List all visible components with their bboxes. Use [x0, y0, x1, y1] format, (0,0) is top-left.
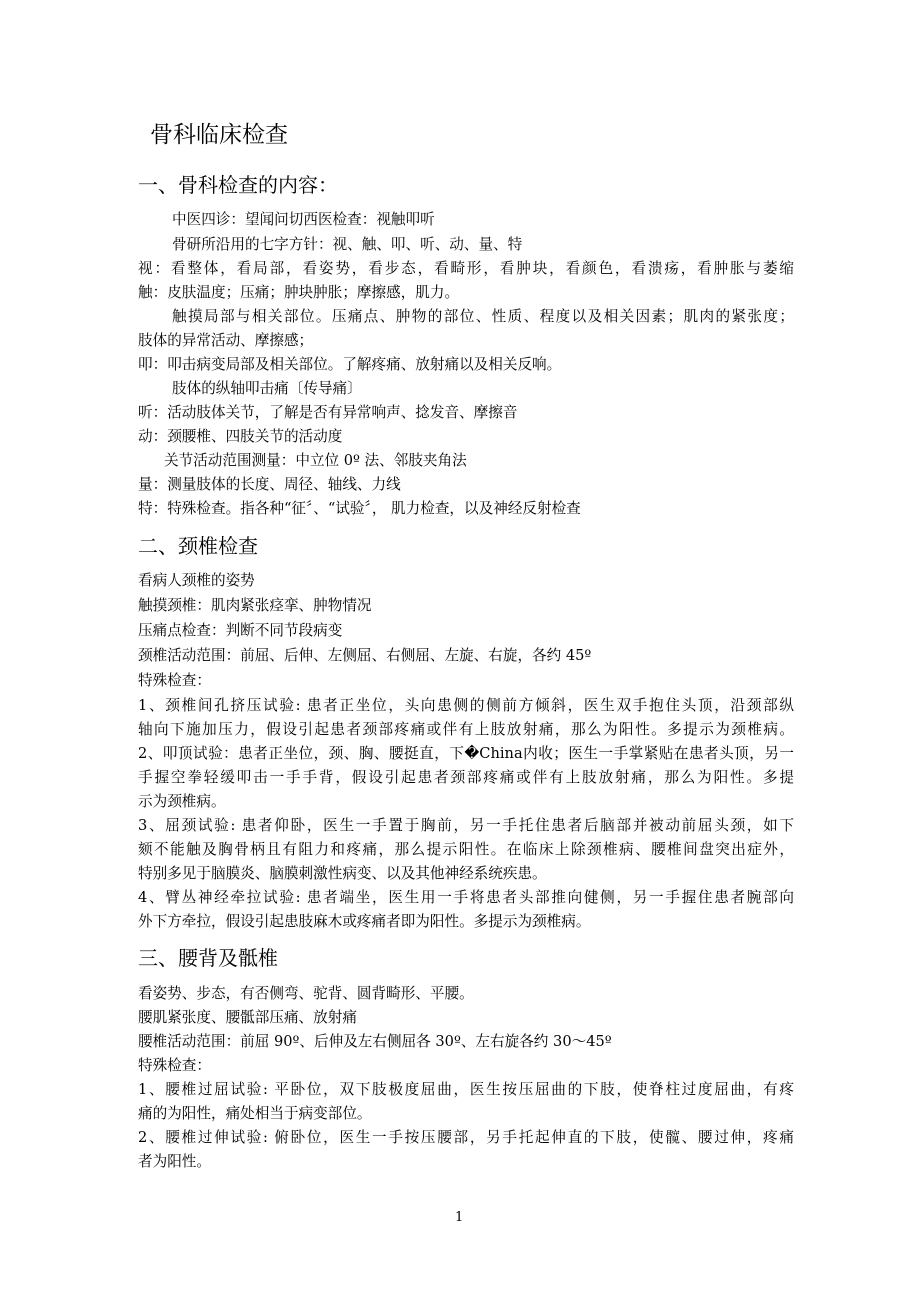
text-line: 叩：叩击病变局部及相关部位。了解疼痛、放射痛以及相关反响。 [138, 356, 562, 373]
text-line: 压痛点检查：判断不同节段病变 [138, 622, 343, 639]
text-line: 者为阳性。 [138, 1153, 211, 1170]
text-line: 关节活动范围测量：中立位 0º 法、邻肢夹角法 [164, 452, 467, 469]
page-title: 骨科临床检查 [150, 122, 288, 148]
text-line: 看病人颈椎的姿势 [138, 572, 255, 589]
text-line: 手握空拳轻缓叩击一手手背，假设引起患者颈部疼痛或伴有上肢放射痛，那么为阳性。多提 [138, 769, 794, 786]
text-line: 1、腰椎过屈试验: 平卧位，双下肢极度屈曲，医生按压屈曲的下肢，使脊柱过度屈曲，有疼 [138, 1081, 794, 1098]
text-line: 视：看整体，看局部，看姿势，看步态，看畸形，看肿块，看颜色，看溃疡，看肿胀与萎缩 [138, 260, 794, 277]
text-line: 肢体的异常活动、摩擦感； [138, 332, 314, 349]
section-heading-1: 一、骨科检查的内容： [138, 173, 338, 197]
text-line: 特：特殊检查。指各种“征〞、“试验〞， 肌力检查，以及神经反射检查 [138, 500, 581, 517]
text-line: 痛的为阳性，痛处相当于病变部位。 [138, 1105, 372, 1122]
text-line: 触摸局部与相关部位。压痛点、肿物的部位、性质、程度以及相关因素；肌肉的紧张度； [172, 308, 794, 325]
text-line: 特别多见于脑膜炎、脑膜刺激性病变、以及其他神经系统疾患。 [138, 865, 547, 882]
text-line: 示为颈椎病。 [138, 793, 226, 810]
text-line: 骨研所沿用的七字方针：视、触、叩、听、动、量、特 [172, 236, 523, 253]
text-line: 中医四诊：望闻问切西医检查：视触叩听 [172, 211, 435, 228]
text-line: 量：测量肢体的长度、周径、轴线、力线 [138, 476, 401, 493]
text-line: 触摸颈椎：肌肉紧张痉挛、肿物情况 [138, 597, 372, 614]
text-line: 颈椎活动范围：前屈、后伸、左侧屈、右侧屈、左旋、右旋，各约 45º [138, 647, 592, 664]
text-line: 触：皮肤温度；压痛；肿块肿胀；摩擦感，肌力。 [138, 284, 460, 301]
section-heading-2: 二、颈椎检查 [138, 534, 258, 558]
section-heading-3: 三、腰背及骶椎 [138, 946, 278, 970]
text-line: 4、臂丛神经牵拉试验: 患者端坐，医生用一手将患者头部推向健侧，另一手握住患者腕部向 [138, 889, 794, 906]
text-line: 轴向下施加压力，假设引起患者颈部疼痛或伴有上肢放射痛，那么为阳性。多提示为颈椎病。 [138, 721, 794, 738]
text-line: 肢体的纵轴叩击痛〔传导痛〕 [172, 380, 362, 397]
text-line: 腰肌紧张度、腰骶部压痛、放射痛 [138, 1009, 357, 1026]
text-line: 听：活动肢体关节，了解是否有异常响声、捻发音、摩擦音 [138, 404, 518, 421]
text-line: 2、叩顶试验：患者正坐位，颈、胸、腰挺直，下�China内收；医生一手掌紧贴在患者头顶，另一 [138, 745, 794, 762]
text-line: 颏不能触及胸骨柄且有阻力和疼痛，那么提示阳性。在临床上除颈椎病、腰椎间盘突出症外， [138, 841, 794, 858]
text-line: 3、屈颈试验: 患者仰卧，医生一手置于胸前，另一手托住患者后脑部并被动前屈头颈，如下 [138, 817, 794, 834]
text-line: 看姿势、步态，有否侧弯、驼背、圆背畸形、平腰。 [138, 985, 474, 1002]
text-line: 特殊检查： [138, 1057, 211, 1074]
page-number: 1 [455, 1210, 464, 1225]
text-line: 动：颈腰椎、四肢关节的活动度 [138, 428, 343, 445]
text-line: 2、腰椎过伸试验: 俯卧位，医生一手按压腰部，另手托起伸直的下肢，使髋、腰过伸，疼痛 [138, 1129, 794, 1146]
text-line: 外下方牵拉，假设引起患肢麻木或疼痛者即为阳性。多提示为颈椎病。 [138, 913, 591, 930]
text-line: 特殊检查： [138, 672, 211, 689]
text-line: 1、颈椎间孔挤压试验: 患者正坐位，头向患侧的侧前方倾斜，医生双手抱住头顶，沿颈部纵 [138, 697, 794, 714]
text-line: 腰椎活动范围：前屈 90º、后伸及左右侧屈各 30º、左右旋各约 30～45º [138, 1033, 612, 1050]
